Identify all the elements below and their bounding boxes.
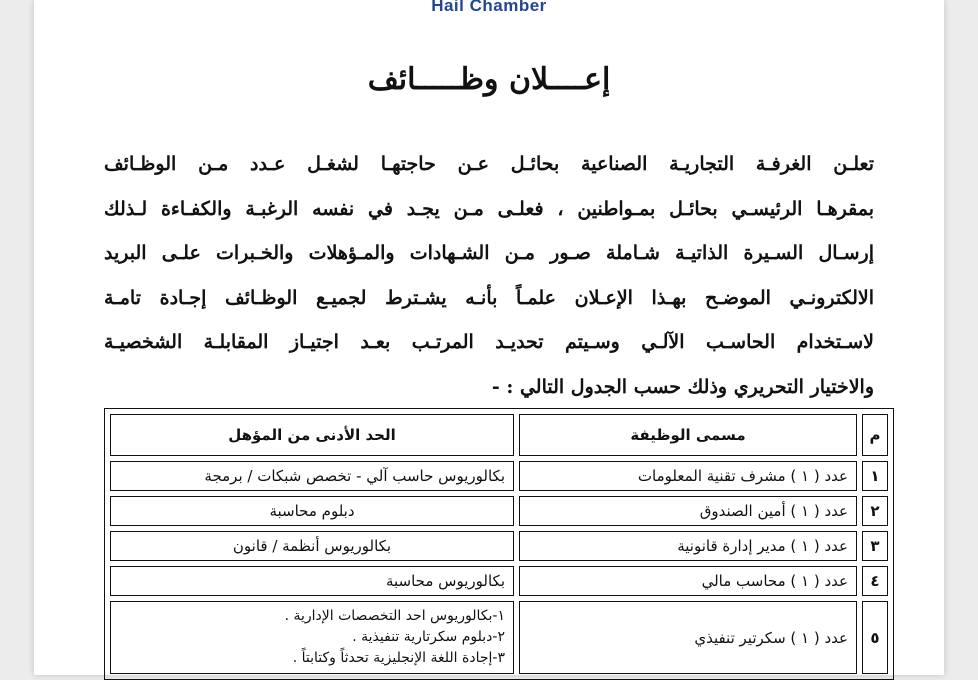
announcement-line: إرسـال السـيرة الذاتيـة شـاملة صـور مـن الشـهادات والمـؤهلات والخـبرات علـى البريد	[104, 242, 874, 264]
row-qualification: بكالوريوس أنظمة / قانون	[110, 531, 514, 561]
row-job-title: عدد ( ١ ) محاسب مالي	[519, 566, 857, 596]
table-row	[110, 461, 888, 491]
row-number: ٤	[862, 566, 888, 596]
header-number: م	[862, 414, 888, 456]
announcement-line: لاسـتخدام الحاسـب الآلـي وسـيتم تحديـد المرتـب بعـد اجتيـاز المقابلـة الشخصيـة	[104, 331, 874, 353]
row-job-title: عدد ( ١ ) أمين الصندوق	[519, 496, 857, 526]
table-row	[110, 566, 888, 596]
row-number: ٥	[862, 601, 888, 674]
table-header-row	[110, 414, 888, 456]
row-job-title: عدد ( ١ ) مدير إدارة قانونية	[519, 531, 857, 561]
row-qualification: بكالوريوس محاسبة	[110, 566, 514, 596]
row-job-title: عدد ( ١ ) مشرف تقنية المعلومات	[519, 461, 857, 491]
row-qualification: دبلوم محاسبة	[110, 496, 514, 526]
announcement-line: تعلـن الغرفـة التجاريـة الصناعية بحائـل عـن حاجتهـا لشغـل عـدد مـن الوظـائف	[104, 153, 874, 175]
qualification-item: ١-بكالوريوس احد التخصصات الإدارية .	[284, 608, 505, 624]
announcement-line: الالكترونـي الموضـح بهـذا الإعـلان علمـاً بأنـه يشـترط لجميـع الوظـائف إجـادة تامـة	[104, 286, 874, 309]
jobs-table	[104, 408, 894, 680]
row-number: ٣	[862, 531, 888, 561]
header-job-title: مسمى الوظيفة	[519, 414, 857, 456]
row-number: ١	[862, 461, 888, 491]
qualification-item: ٢-دبلوم سكرتارية تنفيذية .	[352, 629, 505, 645]
table-row	[110, 496, 888, 526]
announcement-line: والاختيار التحريري وذلك حسب الجدول التالي : -	[491, 375, 874, 398]
qualification-item: ٣-إجادة اللغة الإنجليزية تحدثاً وكتابتاً .	[292, 650, 505, 666]
announcement-title: إعــــلان وظـــــائف	[367, 62, 611, 97]
announcement-line: بمقرهـا الرئيسـي بحائـل بمـواطنين ، فعلـى مـن يجـد في نفسه الرغبـة والكفـاءة لـذلك	[104, 197, 874, 220]
document-page	[34, 0, 944, 675]
row-qualification: بكالوريوس حاسب آلي - تخصص شبكات / برمجة	[110, 461, 514, 491]
row-job-title: عدد ( ١ ) سكرتير تنفيذي	[519, 601, 857, 674]
table-row	[110, 601, 888, 674]
organization-name: Hail Chamber	[431, 0, 547, 15]
row-number: ٢	[862, 496, 888, 526]
row-qualification	[110, 601, 514, 674]
header-min-qualification: الحد الأدنى من المؤهل	[110, 414, 514, 456]
announcement-body	[104, 142, 874, 409]
table-row	[110, 531, 888, 561]
